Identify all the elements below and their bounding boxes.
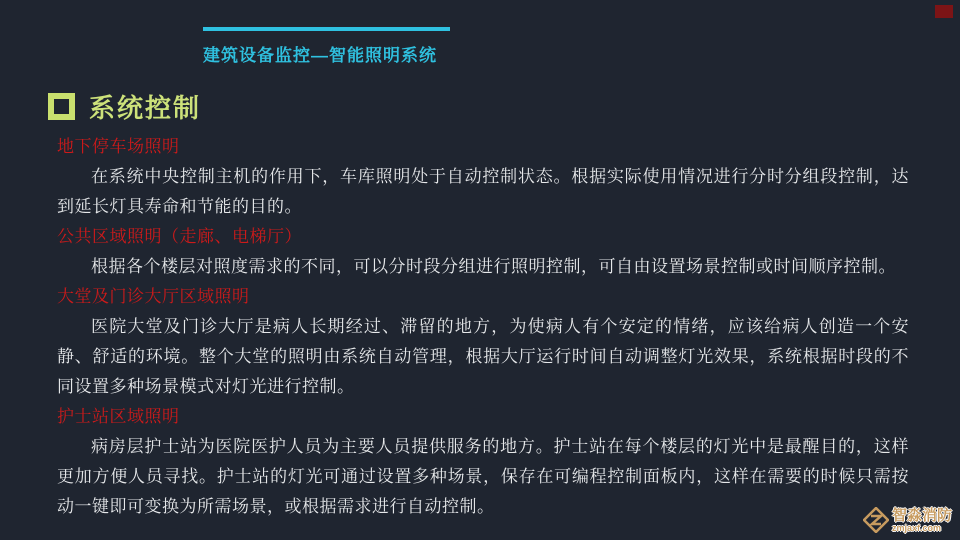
header-accent-line (203, 27, 450, 31)
content-block-parking (57, 132, 909, 222)
content-block-lobby (57, 282, 909, 402)
square-bullet-icon (48, 93, 75, 120)
content-block-public-area (57, 222, 909, 282)
brand-name: 智淼消防 (891, 506, 952, 524)
block-heading: 护士站区域照明 (57, 407, 180, 426)
content-area (57, 132, 909, 522)
slide-header (203, 27, 450, 66)
slide-title: 建筑设备监控—智能照明系统 (203, 46, 437, 65)
content-block-nurse-station (57, 402, 909, 522)
corner-mark (935, 5, 953, 18)
block-heading: 地下停车场照明 (57, 137, 180, 156)
brand-logo-icon (863, 507, 889, 533)
block-body: 病房层护士站为医院医护人员为主要人员提供服务的地方。护士站在每个楼层的灯光中是最醒目的，这样更加方便人员寻找。护士站的灯光可通过设置多种场景，保存在可编程控制面板内，这样在需要的时候只需按动一键即可变换为所需场景，或根据需求进行自动控制。 (57, 437, 909, 516)
block-heading: 大堂及门诊大厅区域照明 (57, 287, 250, 306)
block-body: 根据各个楼层对照度需求的不同，可以分时段分组进行照明控制，可自由设置场景控制或时间顺序控制。 (91, 257, 896, 276)
block-body: 在系统中央控制主机的作用下，车库照明处于自动控制状态。根据实际使用情况进行分时分组段控制，达到延长灯具寿命和节能的目的。 (57, 167, 909, 216)
block-body: 医院大堂及门诊大厅是病人长期经过、滞留的地方，为使病人有个安定的情绪，应该给病人创造一个安静、舒适的环境。整个大堂的照明由系统自动管理，根据大厅运行时间自动调整灯光效果，系统根据时段的不同设置多种场景模式对灯光进行控制。 (57, 317, 909, 396)
block-heading: 公共区域照明（走廊、电梯厅） (57, 227, 302, 246)
section-title: 系统控制 (89, 93, 202, 123)
brand-site: zmjaxf.com (891, 522, 942, 533)
brand-text (892, 508, 952, 533)
section-header (48, 88, 201, 125)
brand-watermark (863, 507, 952, 533)
